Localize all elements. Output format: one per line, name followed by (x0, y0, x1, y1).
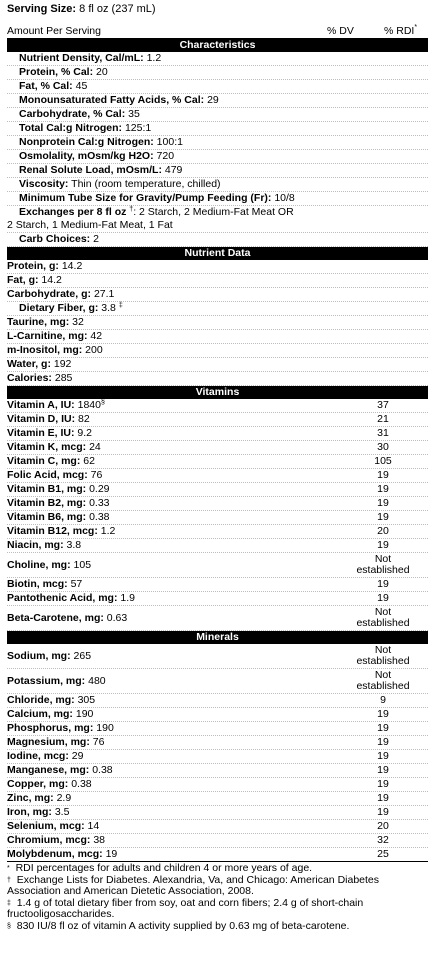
cell-text: † (7, 876, 11, 884)
serving-size-label: Serving Size: (7, 3, 77, 15)
cell-text: 62 (83, 455, 95, 467)
cell-text: Not (374, 644, 392, 656)
cell-text: established (356, 617, 410, 629)
cell-text: Phosphorus, mg: (7, 722, 94, 734)
cell-text: RDI percentages for adults and children 4 or more years of age. (15, 862, 313, 874)
cell-text: Thin (room temperature, chilled) (71, 178, 221, 190)
cell-text: established (356, 655, 410, 667)
cell-text: Copper, mg: (7, 778, 69, 790)
cell-text: 37 (377, 399, 389, 411)
cell-text: Nutrient Density, Cal/mL: (19, 52, 144, 64)
exchanges-cont: 2 Starch, 1 Medium-Fat Meat, 1 Fat (7, 219, 173, 231)
table-row (7, 52, 428, 66)
cell-text: 14.2 (61, 260, 83, 272)
serving-size-value: 8 fl oz (237 mL) (79, 3, 156, 15)
cell-text: Vitamin E, IU: (7, 427, 75, 439)
cell-text: Vitamin B12, mcg: (7, 525, 98, 537)
cell-text: 29 (207, 94, 219, 106)
cell-text: Protein, g: (7, 260, 59, 272)
cell-text: 19 (377, 750, 389, 762)
cell-text: 1.2 (100, 525, 116, 537)
cell-text: Carbohydrate, g: (7, 288, 92, 300)
cell-text: % RDI (384, 25, 415, 37)
table-row (7, 150, 428, 164)
cell-text: 25 (377, 848, 389, 860)
cell-text: 20 (377, 525, 389, 537)
cell-text: Magnesium, mg: (7, 736, 90, 748)
cell-text: 19 (377, 539, 389, 551)
cell-text: 24 (89, 441, 101, 453)
cell-text: Vitamin C, mg: (7, 455, 81, 467)
cell-text: 20 (377, 820, 389, 832)
table-row (7, 644, 428, 669)
cell-text: 38 (93, 834, 106, 846)
cell-text: 0.38 (71, 778, 92, 790)
cell-text: Molybdenum, mcg: (7, 848, 103, 860)
cell-text: 19 (377, 497, 389, 509)
cell-text: 19 (377, 778, 389, 790)
cell-text: Nonprotein Cal:g Nitrogen: (19, 136, 154, 148)
cell-text: Calcium, mg: (7, 708, 73, 720)
cell-text: § (7, 922, 11, 930)
cell-text: 45 (75, 80, 88, 92)
cell-text: 190 (75, 708, 94, 720)
table-row (7, 233, 428, 247)
section-characteristics: Characteristics (7, 39, 428, 52)
table-row (7, 302, 428, 316)
cell-text: established (356, 680, 410, 692)
cell-text: * (7, 865, 10, 872)
cell-text: 19 (377, 469, 389, 481)
table-row (7, 792, 428, 806)
table-row (7, 750, 428, 764)
table-row (7, 778, 428, 792)
table-row (7, 372, 428, 386)
cell-text: 1.2 (146, 52, 162, 64)
cell-text: 19 (377, 722, 389, 734)
table-row (7, 606, 428, 631)
cell-text: 27.1 (93, 288, 115, 300)
cell-text: 35 (128, 108, 140, 120)
cell-text: Vitamin B2, mg: (7, 497, 87, 509)
table-row (7, 511, 428, 525)
cell-text: 19 (105, 848, 118, 860)
cell-text: 14 (87, 820, 100, 832)
cell-text: Not (374, 669, 392, 681)
cell-text: 19 (377, 764, 389, 776)
table-row (7, 736, 428, 750)
cell-text: Folic Acid, mcg: (7, 469, 88, 481)
cell-text: Pantothenic Acid, mg: (7, 592, 118, 604)
table-row (7, 344, 428, 358)
cell-text: Niacin, mg: (7, 539, 64, 551)
cell-text: 105 (73, 558, 92, 571)
amount-per-serving: Amount Per Serving (7, 25, 101, 37)
table-row (7, 260, 428, 274)
cell-text: Carbohydrate, % Cal: (19, 108, 126, 120)
cell-text: 29 (71, 750, 84, 762)
cell-text: 2.9 (56, 792, 72, 804)
table-row (7, 848, 428, 861)
cell-text: m-Inositol, mg: (7, 344, 83, 356)
cell-text: Protein, % Cal: (19, 66, 94, 78)
cell-text: 125:1 (124, 122, 152, 134)
table-row (7, 94, 428, 108)
cell-text: 200 (85, 344, 103, 356)
table-row (7, 483, 428, 497)
fiber-mark: ‡ (118, 302, 123, 309)
table-row (7, 441, 428, 455)
cell-text: Vitamin B6, mg: (7, 511, 87, 523)
cell-text: Exchange Lists for Diabetes. Alexandria, Va, and Chicago: American Diabetes Association and American Dietetic Association, 2008. (7, 873, 380, 897)
cell-text: 19 (377, 578, 389, 590)
table-row (7, 694, 428, 708)
exchanges-mark: † (129, 206, 134, 213)
cell-text: L-Carnitine, mg: (7, 330, 88, 342)
cell-text: 105 (374, 455, 392, 467)
vitamin-a-mark: § (100, 399, 105, 406)
cell-text: Carb Choices: (19, 233, 91, 245)
table-row (7, 497, 428, 511)
cell-text: Manganese, mg: (7, 764, 90, 776)
cell-text: 192 (53, 358, 72, 370)
cell-text: Monounsaturated Fatty Acids, % Cal: (19, 94, 205, 106)
cell-text: Dietary Fiber, g: (19, 302, 99, 314)
table-row (7, 288, 428, 302)
table-row (7, 722, 428, 736)
cell-text: 305 (77, 694, 96, 706)
cell-text: 265 (73, 649, 92, 662)
exchanges-row (7, 206, 428, 233)
table-row (7, 330, 428, 344)
table-row (7, 66, 428, 80)
footnote (7, 898, 428, 921)
cell-text: 3.5 (54, 806, 70, 818)
cell-text: Vitamin B1, mg: (7, 483, 87, 495)
table-row (7, 469, 428, 483)
section-minerals: Minerals (7, 631, 428, 644)
table-row (7, 578, 428, 592)
cell-text: 0.33 (89, 497, 110, 509)
table-row (7, 316, 428, 330)
table-row (7, 108, 428, 122)
cell-text: 830 IU/8 fl oz of vitamin A activity supplied by 0.63 mg of beta-carotene. (16, 919, 350, 932)
footnotes (7, 861, 428, 932)
table-row (7, 80, 428, 94)
table-row (7, 427, 428, 441)
cell-text: Calories: (7, 372, 52, 384)
cell-text: 82 (78, 413, 90, 425)
cell-text: Sodium, mg: (7, 649, 71, 662)
cell-text: 21 (377, 413, 389, 425)
table-row (7, 553, 428, 578)
dv-header: % DV (327, 25, 354, 37)
cell-text: Biotin, mcg: (7, 578, 68, 590)
table-row (7, 764, 428, 778)
cell-text: 32 (377, 834, 389, 846)
serving-size (7, 3, 428, 15)
cell-text: Fat, % Cal: (19, 80, 73, 92)
cell-text: 1840 (77, 399, 101, 411)
rdi-mark: * (414, 24, 418, 31)
table-row (7, 592, 428, 606)
cell-text: 3.8 (101, 302, 116, 314)
cell-text: Zinc, mg: (7, 792, 54, 804)
cell-text: 1.9 (120, 592, 135, 604)
table-row (7, 413, 428, 427)
table-row (7, 669, 428, 694)
cell-text: 31 (377, 427, 389, 439)
table-row (7, 399, 428, 413)
cell-text: Vitamin A, IU: (7, 399, 75, 411)
cell-text: 30 (377, 441, 389, 453)
cell-text: 19 (377, 806, 389, 818)
cell-text: established (356, 564, 410, 576)
table-row (7, 122, 428, 136)
cell-text: 57 (70, 578, 83, 590)
cell-text: Fat, g: (7, 274, 39, 286)
cell-text: 479 (164, 164, 183, 176)
cell-text: 20 (96, 66, 108, 78)
cell-text: 1.4 g of total dietary fiber from soy, oat and corn fibers; 2.4 g of short-chain fructooligosaccharides. (7, 896, 364, 920)
table-row (7, 834, 428, 848)
table-row (7, 178, 428, 192)
cell-text: Chloride, mg: (7, 694, 75, 706)
cell-text: Beta-Carotene, mg: (7, 611, 104, 624)
cell-text: 19 (377, 483, 389, 495)
table-row (7, 164, 428, 178)
table-row (7, 806, 428, 820)
cell-text: Exchanges per 8 fl oz (19, 206, 127, 218)
cell-text: 100:1 (156, 136, 183, 148)
cell-text: Iodine, mcg: (7, 750, 69, 762)
cell-text: 19 (377, 511, 389, 523)
table-row (7, 525, 428, 539)
cell-text: 2 (93, 233, 99, 245)
cell-text: Selenium, mcg: (7, 820, 85, 832)
cell-text: ‡ (7, 899, 11, 907)
cell-text: Water, g: (7, 358, 51, 370)
cell-text: 9.2 (77, 427, 93, 439)
section-nutrient-data: Nutrient Data (7, 247, 428, 260)
footnote (7, 921, 428, 933)
section-vitamins: Vitamins (7, 386, 428, 399)
cell-text: 0.63 (106, 611, 128, 624)
cell-text: 19 (377, 708, 389, 720)
table-row (7, 455, 428, 469)
column-header (7, 24, 428, 39)
footnote (7, 875, 428, 898)
table-row (7, 192, 428, 206)
cell-text: 9 (380, 694, 386, 706)
cell-text: : 2 Starch, 2 Medium-Fat Meat OR (133, 206, 294, 218)
cell-text: 3.8 (66, 539, 82, 551)
cell-text: Vitamin K, mcg: (7, 441, 87, 453)
rdi-header (384, 24, 428, 38)
cell-text: 19 (377, 592, 389, 604)
cell-text: 14.2 (41, 274, 62, 286)
cell-text: 0.38 (89, 511, 110, 523)
cell-text: Not (374, 606, 392, 618)
cell-text: Potassium, mg: (7, 674, 86, 687)
cell-text: 190 (96, 722, 114, 734)
cell-text: 42 (90, 330, 103, 342)
cell-text: 285 (54, 372, 73, 384)
cell-text: Total Cal:g Nitrogen: (19, 122, 123, 134)
table-row (7, 274, 428, 288)
cell-text: Osmolality, mOsm/kg H2O: (19, 150, 154, 162)
cell-text: Taurine, mg: (7, 316, 70, 328)
cell-text: 76 (92, 736, 105, 748)
table-row (7, 539, 428, 553)
cell-text: Renal Solute Load, mOsm/L: (19, 164, 162, 176)
cell-text: 10/8 (274, 192, 295, 204)
cell-text: 76 (90, 469, 103, 481)
table-row (7, 708, 428, 722)
cell-text: 480 (88, 674, 106, 687)
cell-text: Vitamin D, IU: (7, 413, 76, 425)
cell-text: 720 (156, 150, 175, 162)
cell-text: 19 (377, 736, 389, 748)
cell-text: Minimum Tube Size for Gravity/Pump Feeding (Fr): (19, 192, 272, 204)
cell-text: Viscosity: (19, 178, 69, 190)
cell-text: Iron, mg: (7, 806, 52, 818)
table-row (7, 358, 428, 372)
cell-text: 32 (72, 316, 84, 328)
cell-text: 19 (377, 792, 389, 804)
table-row (7, 820, 428, 834)
cell-text: 0.38 (92, 764, 113, 776)
cell-text: Not (374, 553, 392, 565)
cell-text: Choline, mg: (7, 558, 71, 571)
table-row (7, 136, 428, 150)
cell-text: 0.29 (89, 483, 110, 495)
cell-text: Chromium, mcg: (7, 834, 91, 846)
